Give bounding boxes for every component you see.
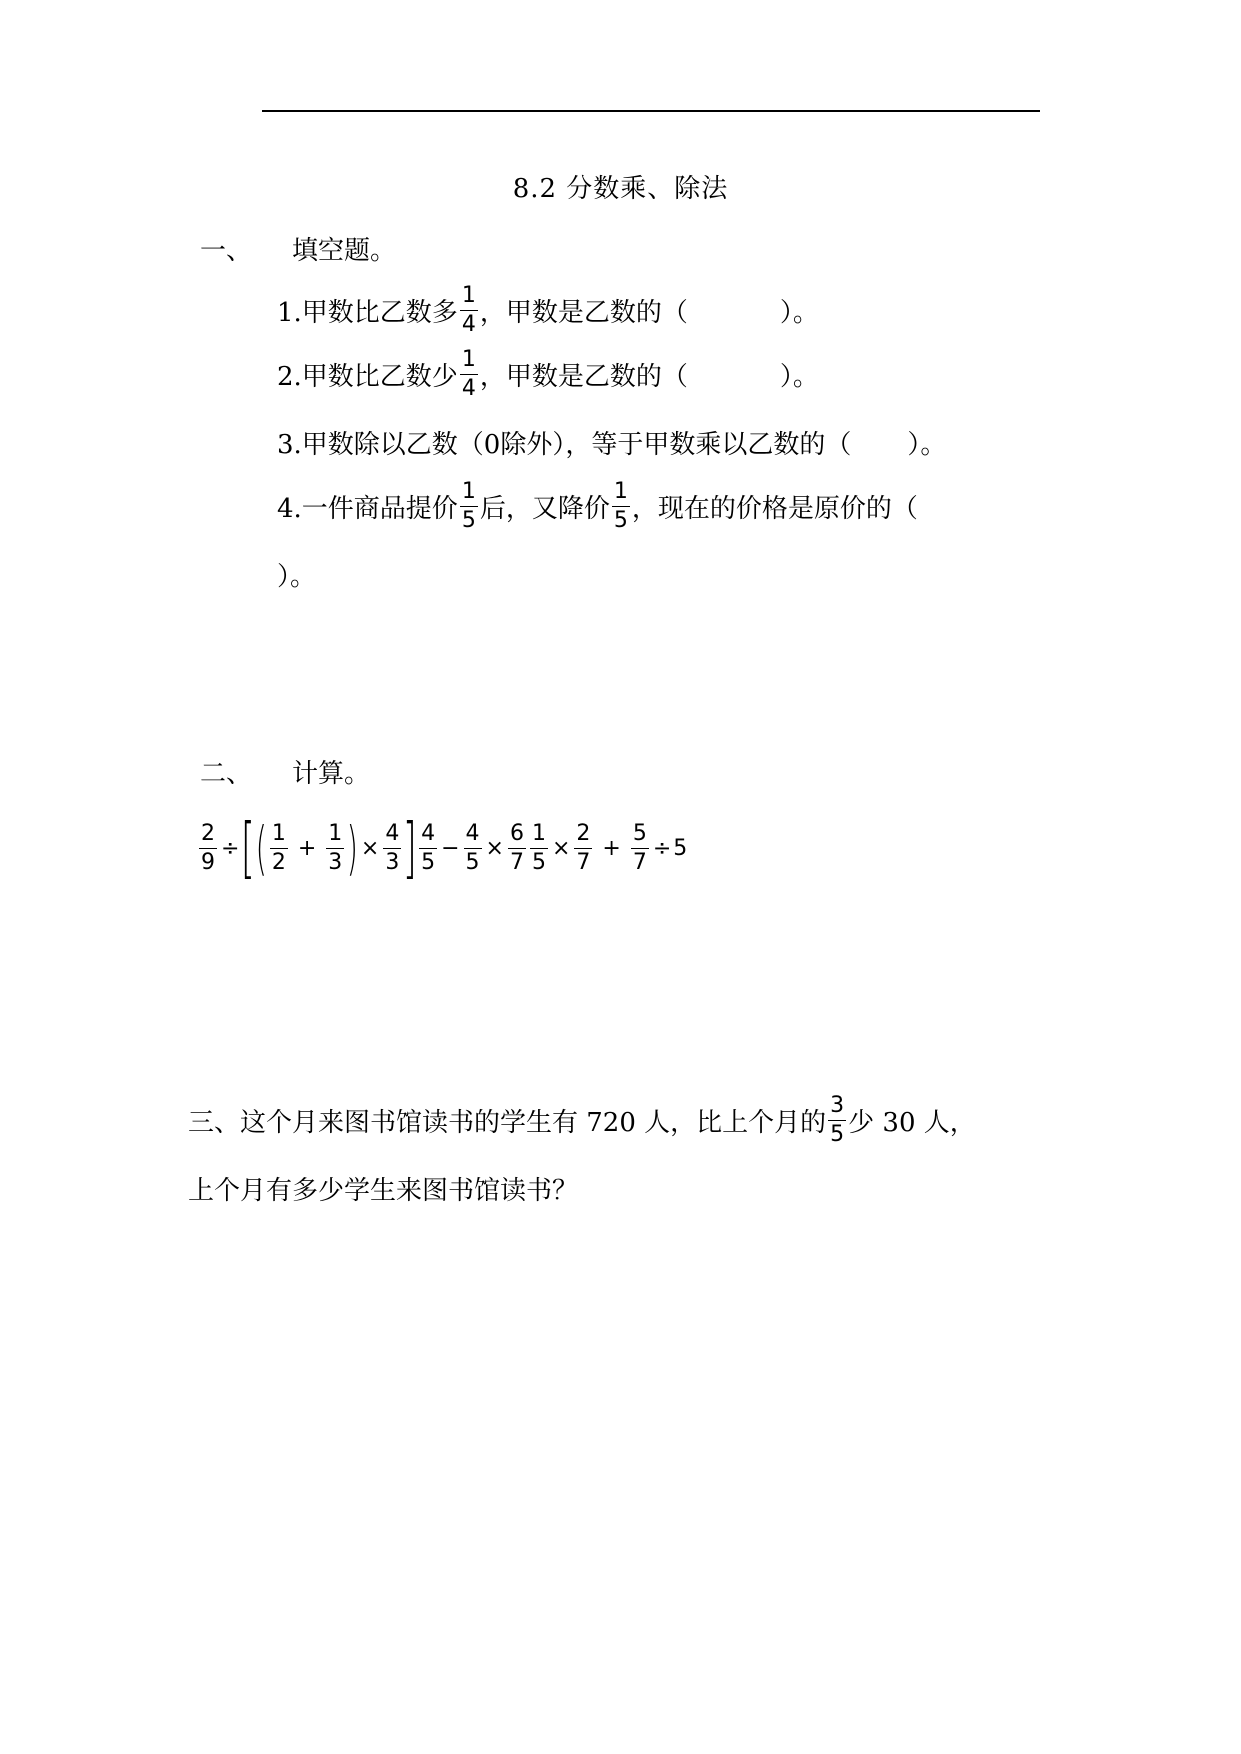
right-bracket: ] (403, 809, 418, 886)
expr-frac-1: $\frac{2}{9}$ (201, 820, 215, 875)
expr-frac-5: $\frac{4}{5}$ (421, 820, 436, 875)
minus-sign: − (441, 835, 460, 861)
expr-frac-7: $\frac{6}{7}$ (509, 820, 524, 875)
times-sign: × (485, 835, 504, 861)
expr-frac-9: $\frac{2}{7}$ (576, 820, 591, 875)
section1-label: 填空题。 (292, 236, 397, 266)
q2-text-2: ，甲数是乙数的（ (479, 361, 688, 392)
section1-number: 一、 (200, 236, 253, 266)
left-bracket: [ (241, 809, 256, 886)
section3-text: 三、这个月来图书馆读书的学生有 720 人，比上个月的 (188, 1107, 827, 1138)
expr-frac-2: $\frac{1}{2}$ (271, 820, 286, 875)
q3-end: ）。 (907, 429, 947, 460)
section3-line-1 (188, 1090, 976, 1150)
left-paren: ( (255, 814, 268, 882)
expr-frac-6: $\frac{4}{5}$ (465, 820, 480, 875)
q4-text-2: 后，又降价 (479, 493, 610, 524)
section1-heading (200, 230, 396, 267)
question-2 (277, 344, 819, 404)
question-4 (277, 476, 918, 536)
q1-text: 1.甲数比乙数多 (277, 297, 458, 328)
q2-text: 2.甲数比乙数少 (277, 361, 458, 392)
header-rule (262, 110, 1040, 112)
q1-end: ）。 (779, 297, 819, 328)
times-sign: × (360, 835, 380, 861)
times-sign: × (551, 835, 571, 861)
section2-heading (200, 753, 370, 790)
expr-frac-3: $\frac{1}{3}$ (328, 820, 343, 875)
q4-text-3: ，现在的价格是原价的（ (631, 493, 918, 524)
q2-end: ）。 (779, 361, 819, 392)
calculation-expression (197, 808, 687, 888)
q1-text-2: ，甲数是乙数的（ (479, 297, 688, 328)
q4-end: ）。 (277, 561, 317, 592)
q1-fraction: $\frac{1}{4}$ (461, 282, 476, 337)
page-title: 8.2 分数乘、除法 (512, 174, 729, 204)
section3-fraction: $\frac{3}{5}$ (830, 1092, 845, 1147)
question-4-cont (277, 544, 316, 604)
plus-sign: + (602, 835, 621, 861)
divide-sign: ÷ (221, 835, 240, 861)
question-3 (277, 412, 946, 472)
expr-frac-10: $\frac{5}{7}$ (632, 820, 647, 875)
expr-last-number: 5 (673, 835, 688, 861)
section3-text-2: 少 30 人， (848, 1107, 976, 1138)
plus-sign: + (297, 835, 317, 861)
q4-fraction-2: $\frac{1}{5}$ (613, 478, 628, 533)
q4-text: 4.一件商品提价 (277, 493, 458, 524)
section2-number: 二、 (200, 759, 253, 789)
expr-frac-8: $\frac{1}{5}$ (531, 820, 546, 875)
right-paren: ) (346, 814, 359, 882)
section3-line-2 (188, 1158, 578, 1218)
q4-fraction-1: $\frac{1}{5}$ (461, 478, 476, 533)
q3-text: 3.甲数除以乙数（0除外），等于甲数乘以乙数的（ (277, 429, 852, 460)
section2-label: 计算。 (292, 759, 371, 789)
divide-sign: ÷ (652, 835, 672, 861)
question-1 (277, 280, 819, 340)
expr-frac-4: $\frac{4}{3}$ (385, 820, 400, 875)
section3-question: 上个月有多少学生来图书馆读书？ (188, 1175, 579, 1206)
q2-fraction: $\frac{1}{4}$ (461, 346, 476, 401)
